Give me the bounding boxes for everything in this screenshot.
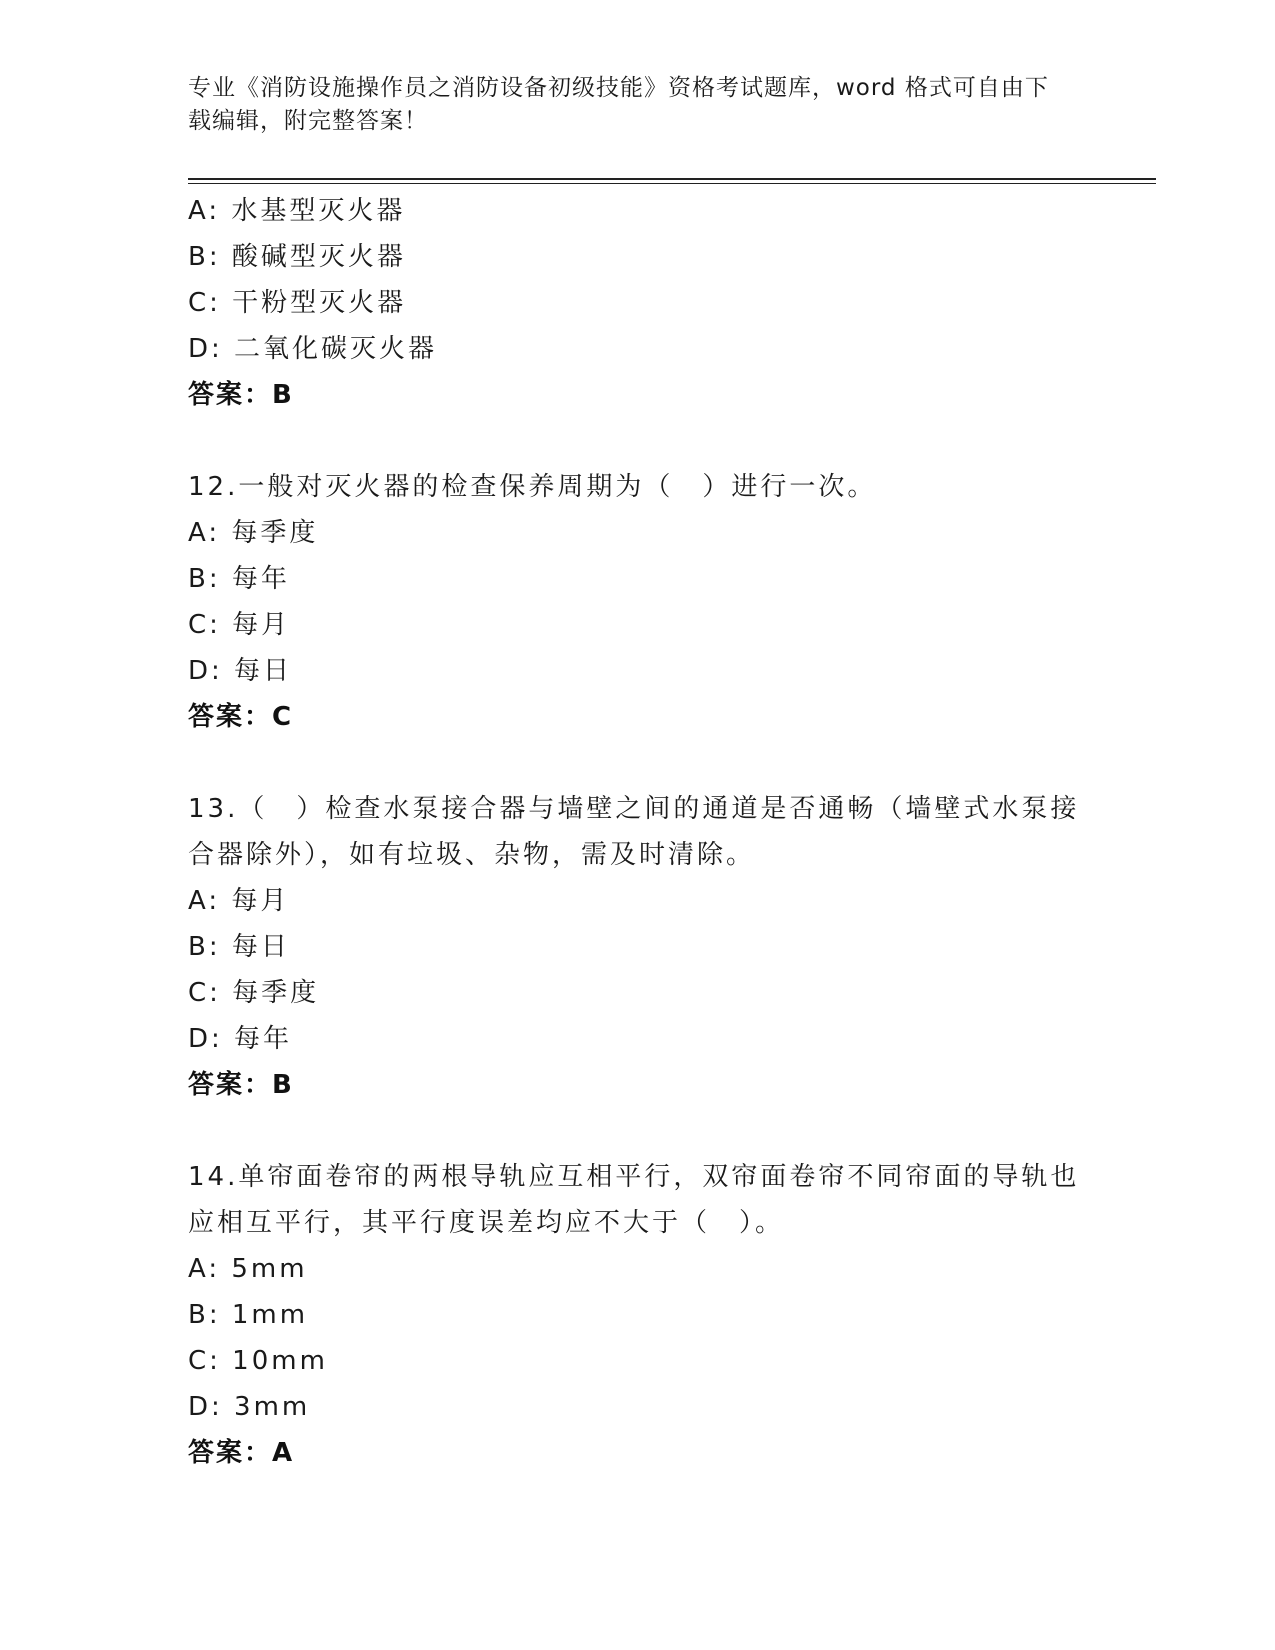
spacer — [188, 1108, 1088, 1154]
option-c: C: 每月 — [188, 610, 291, 640]
header-rule-bottom — [188, 183, 1156, 184]
option-a: A: 5mm — [188, 1254, 308, 1284]
option-c: C: 干粉型灭火器 — [188, 288, 407, 318]
answer: 答案：A — [188, 1438, 295, 1468]
option-b: B: 每年 — [188, 564, 290, 594]
question-12 — [188, 464, 1088, 740]
option-d: D: 二氧化碳灭火器 — [188, 334, 438, 364]
option-d: D: 每日 — [188, 656, 293, 686]
question-list — [188, 188, 1088, 1476]
question-13 — [188, 786, 1088, 1108]
spacer — [188, 418, 1088, 464]
answer: 答案：C — [188, 702, 294, 732]
question-text: 13.（ ）检查水泵接合器与墙壁之间的通道是否通畅（墙壁式水泵接合器除外），如有垃圾、杂物，需及时清除。 — [188, 794, 1080, 870]
question-text: 14.单帘面卷帘的两根导轨应互相平行，双帘面卷帘不同帘面的导轨也应相互平行，其平行度误差均应不大于（ ）。 — [188, 1162, 1080, 1238]
question-text: 12.一般对灭火器的检查保养周期为（ ）进行一次。 — [188, 472, 877, 502]
header-rule-top — [188, 178, 1156, 180]
document-header: 专业《消防设施操作员之消防设备初级技能》资格考试题库，word 格式可自由下载编辑，附完整答案！ — [188, 75, 1049, 134]
option-a: A: 水基型灭火器 — [188, 196, 406, 226]
question-11 — [188, 188, 1088, 418]
option-d: D: 3mm — [188, 1392, 311, 1422]
option-c: C: 每季度 — [188, 978, 320, 1008]
question-14 — [188, 1154, 1088, 1476]
option-d: D: 每年 — [188, 1024, 293, 1054]
option-b: B: 每日 — [188, 932, 290, 962]
option-a: A: 每月 — [188, 886, 290, 916]
answer: 答案：B — [188, 1070, 294, 1100]
option-b: B: 酸碱型灭火器 — [188, 242, 406, 272]
answer: 答案：B — [188, 380, 294, 410]
option-c: C: 10mm — [188, 1346, 328, 1376]
option-a: A: 每季度 — [188, 518, 319, 548]
spacer — [188, 740, 1088, 786]
option-b: B: 1mm — [188, 1300, 309, 1330]
